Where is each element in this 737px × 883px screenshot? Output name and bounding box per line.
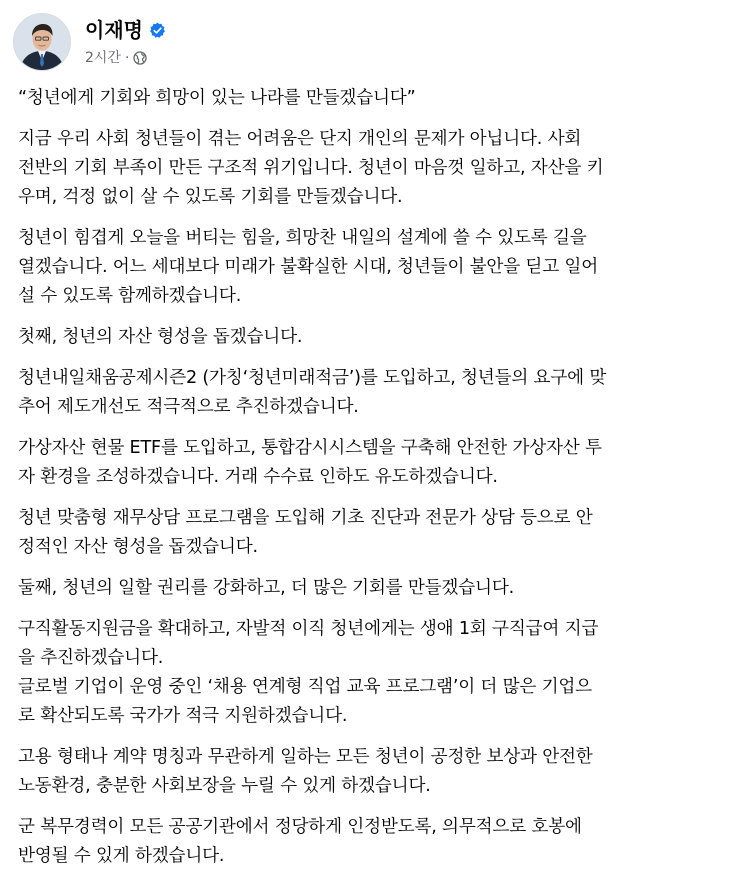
post-paragraph: 청년이 힘겹게 오늘을 버티는 힘을, 희망찬 내일의 설계에 쓸 수 있도록 길을 열겠습니다. 어느 세대보다 미래가 불확실한 시대, 청년들이 불안을 딛고 일어 설 수 있도록 함께하겠습니다. xyxy=(18,228,598,306)
post-paragraph: 청년내일채움공제시즌2 (가칭‘청년미래적금’)를 도입하고, 청년들의 요구에 맞 추어 제도개선도 적극적으로 추진하겠습니다. xyxy=(18,368,607,417)
author-name[interactable]: 이재명 xyxy=(85,18,143,42)
author-row xyxy=(85,17,166,43)
post-body xyxy=(18,84,723,883)
author-avatar[interactable] xyxy=(13,13,71,71)
post-paragraph: 청년 맞춤형 재무상담 프로그램을 도입해 기초 진단과 전문가 상담 등으로 안 정적인 자산 형성을 돕겠습니다. xyxy=(18,508,593,557)
post-paragraph: 가상자산 현물 ETF를 도입하고, 통합감시시스템을 구축해 안전한 가상자산 투 자 환경을 조성하겠습니다. 거래 수수료 인하도 유도하겠습니다. xyxy=(18,438,602,487)
globe-icon[interactable] xyxy=(133,51,147,65)
post-header xyxy=(13,12,166,72)
post-timestamp[interactable]: 2시간 xyxy=(85,50,121,66)
post-paragraph: “청년에게 기회와 희망이 있는 나라를 만들겠습니다” xyxy=(18,88,416,108)
post-paragraph: 첫째, 청년의 자산 형성을 돕겠습니다. xyxy=(18,327,303,347)
post-paragraph: 고용 형태나 계약 명칭과 무관하게 일하는 모든 청년이 공정한 보상과 안전한 노동환경, 충분한 사회보장을 누릴 수 있게 하겠습니다. xyxy=(18,747,593,796)
verified-badge-icon xyxy=(149,22,166,39)
post-paragraph: 지금 우리 사회 청년들이 겪는 어려움은 단지 개인의 문제가 아닙니다. 사회 전반의 기회 부족이 만든 구조적 위기입니다. 청년이 마음껏 일하고, 자산을 키 우며, 걱정 없이 살 수 있도록 기회를 만들겠습니다. xyxy=(18,129,604,207)
post-paragraph: 둘째, 청년의 일할 권리를 강화하고, 더 많은 기회를 만들겠습니다. xyxy=(18,578,515,598)
separator-dot: · xyxy=(124,50,130,66)
post-paragraph: 군 복무경력이 모든 공공기관에서 정당하게 인정받도록, 의무적으로 호봉에 반영될 수 있게 하겠습니다. xyxy=(18,817,582,866)
timestamp-row xyxy=(85,49,166,67)
post-paragraph: 구직활동지원금을 확대하고, 자발적 이직 청년에게는 생애 1회 구직급여 지급 을 추진하겠습니다. 글로벌 기업이 운영 중인 ‘채용 연계형 직업 교육 프로그램’이 더 많은 기업으 로 확산되도록 국가가 적극 지원하겠습니다. xyxy=(18,619,599,726)
profile-photo-icon xyxy=(14,14,70,70)
post-meta xyxy=(85,17,166,67)
